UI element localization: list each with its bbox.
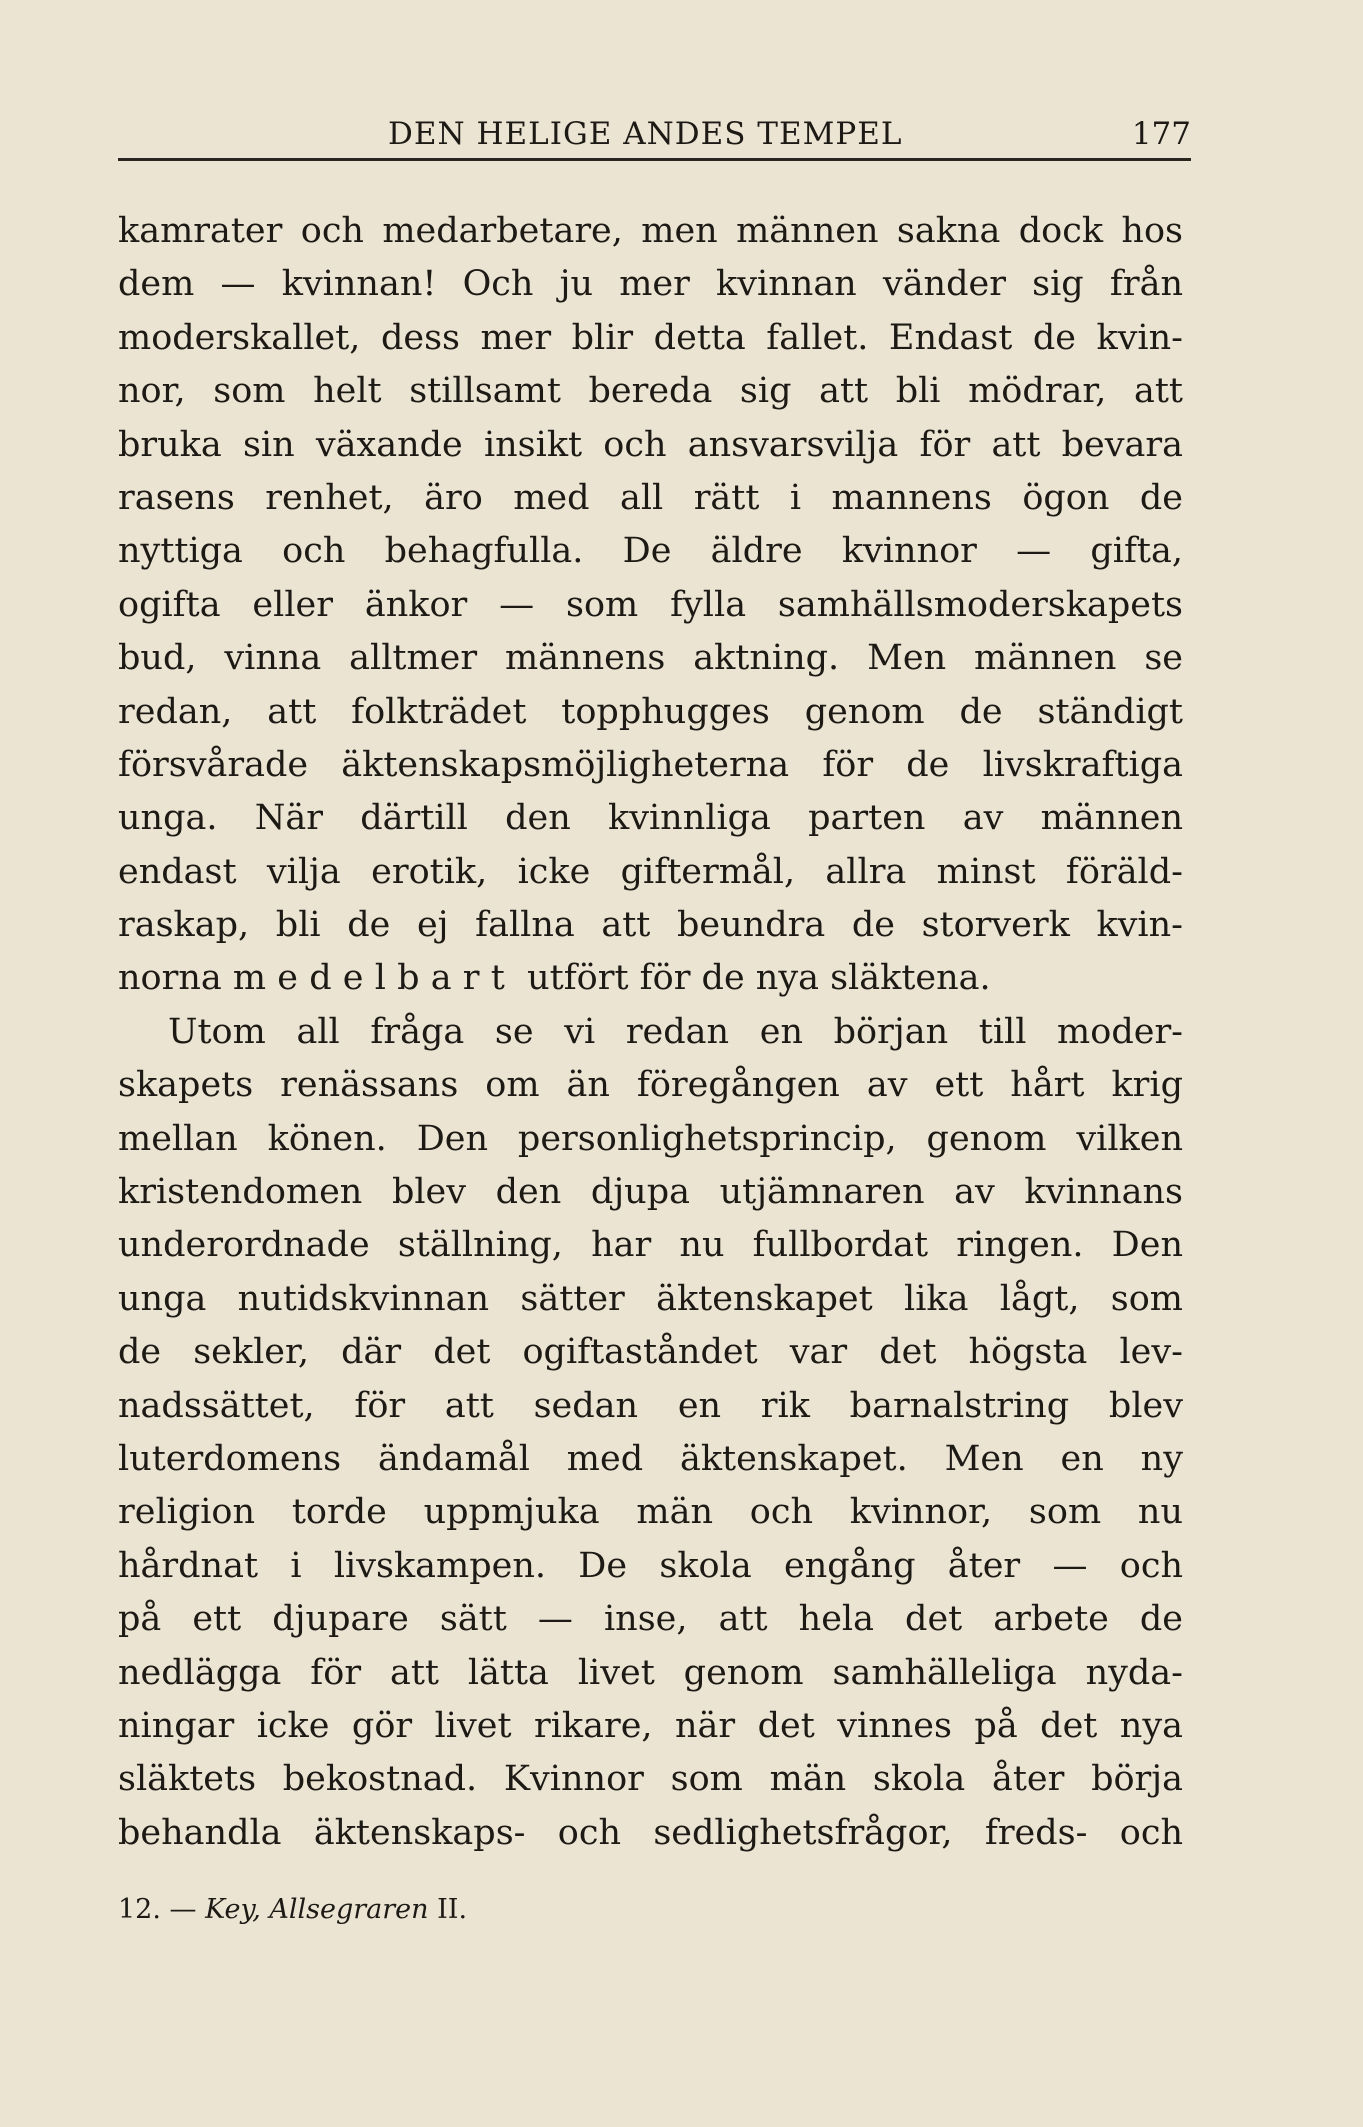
- text-line: moderskallet, dess mer blir detta fallet. Endast de kvin-: [118, 317, 1183, 358]
- text-line: rasens renhet, äro med all rätt i mannens ögon de: [118, 477, 1183, 518]
- sheet-number: 12. —: [118, 1894, 206, 1925]
- text-line: nadssättet, för att sedan en rik barnalstring blev: [118, 1385, 1183, 1426]
- text-segment: norna: [118, 958, 233, 999]
- author-title: Key, Allsegraren: [205, 1894, 429, 1925]
- text-line: hårdnat i livskampen. De skola engång åter — och: [118, 1545, 1183, 1586]
- text-line: bud, vinna alltmer männens aktning. Men männen se: [118, 638, 1183, 679]
- text-line: unga. När därtill den kvinnliga parten av männen: [118, 798, 1183, 839]
- text-line: raskap, bli de ej fallna att beundra de storverk kvin-: [118, 905, 1183, 946]
- text-line: försvårade äktenskapsmöjligheterna för de livskraftiga: [118, 744, 1183, 785]
- text-line: redan, att folkträdet topphugges genom de ständigt: [118, 691, 1183, 732]
- text-line: nor, som helt stillsamt bereda sig att bli mödrar, att: [118, 371, 1183, 412]
- text-line: luterdomens ändamål med äktenskapet. Men en ny: [118, 1438, 1183, 1479]
- text-line: skapets renässans om än föregången av ett hårt krig: [118, 1065, 1183, 1106]
- running-header: [118, 112, 1191, 161]
- text-line: de sekler, där det ogiftaståndet var det högsta lev-: [118, 1332, 1183, 1373]
- text-line: endast vilja erotik, icke giftermål, allra minst föräld-: [118, 851, 1183, 892]
- body-text: [118, 205, 1183, 1860]
- text-line: underordnade ställning, har nu fullbordat ringen. Den: [118, 1225, 1183, 1266]
- paragraph-start-line: Utom all fråga se vi redan en början till moder-: [168, 1011, 1183, 1052]
- running-title: DEN HELIGE ANDES TEMPEL: [388, 116, 903, 152]
- text-line: religion torde uppmjuka män och kvinnor, som nu: [118, 1492, 1183, 1533]
- volume-number: II.: [428, 1894, 468, 1925]
- text-line: kamrater och medarbetare, men männen sakna dock hos: [118, 211, 1183, 251]
- text-line: behandla äktenskaps- och sedlighetsfrågor, freds- och: [118, 1812, 1183, 1853]
- text-line: bruka sin växande insikt och ansvarsvilja för att bevara: [118, 424, 1183, 465]
- page-number: 177: [1131, 116, 1191, 152]
- spaced-emphasis: medelbart: [232, 958, 516, 999]
- text-line: släktets bekostnad. Kvinnor som män skola åter börja: [118, 1759, 1183, 1800]
- text-line: nedlägga för att lätta livet genom samhälleliga nyda-: [118, 1652, 1183, 1693]
- text-line: på ett djupare sätt — inse, att hela det arbete de: [118, 1599, 1183, 1640]
- text-line: unga nutidskvinnan sätter äktenskapet lika lågt, som: [118, 1278, 1183, 1319]
- text-line: dem — kvinnan! Och ju mer kvinnan vänder sig från: [118, 264, 1183, 305]
- text-segment: utfört för de nya släktena.: [515, 958, 991, 999]
- paragraph-end-line: [118, 952, 1183, 1005]
- text-line: kristendomen blev den djupa utjämnaren av kvinnans: [118, 1172, 1183, 1213]
- text-line: ogifta eller änkor — som fylla samhällsmoderskapets: [118, 584, 1183, 625]
- text-line: ningar icke gör livet rikare, när det vinnes på det nya: [118, 1705, 1183, 1746]
- text-line: mellan könen. Den personlighetsprincip, genom vilken: [118, 1118, 1183, 1159]
- signature-mark: [118, 1890, 467, 1930]
- text-line: nyttiga och behagfulla. De äldre kvinnor — gifta,: [118, 531, 1183, 572]
